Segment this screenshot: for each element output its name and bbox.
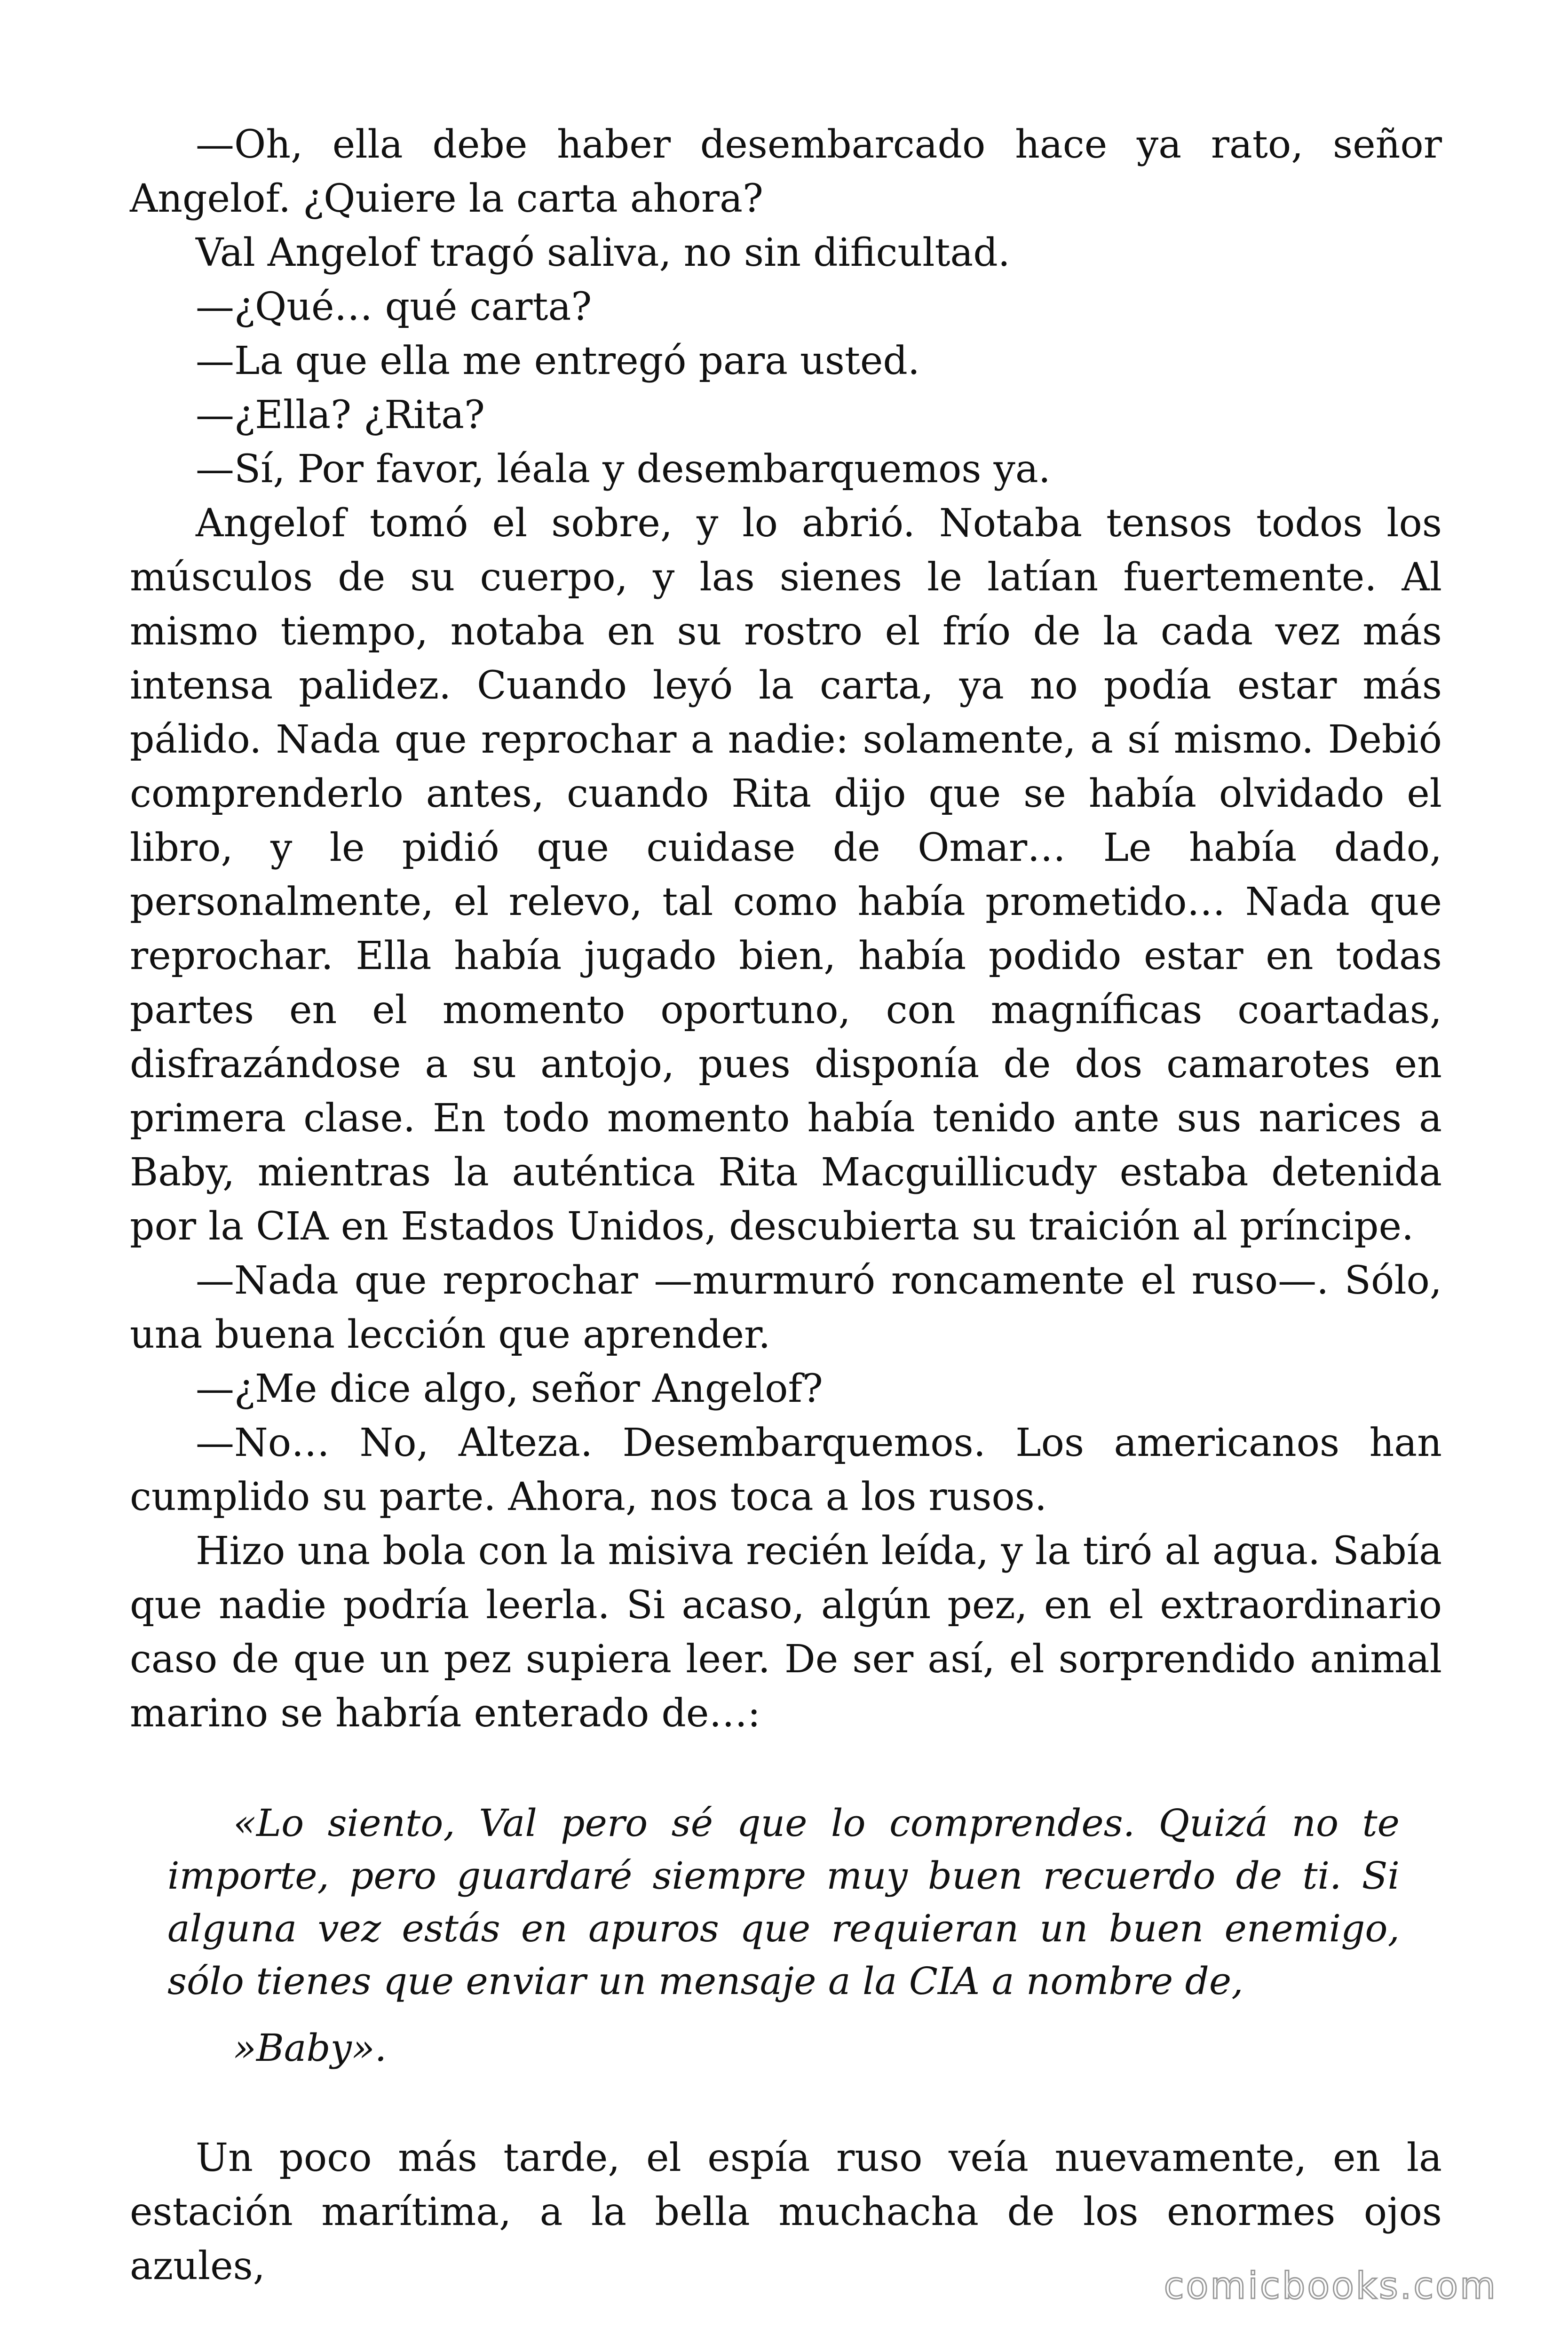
letter-signature: »Baby». [233, 2026, 387, 2070]
paragraph: —La que ella me entregó para usted. [196, 339, 920, 383]
paragraph: —Nada que reprochar —murmuró roncamente el ruso—. Sólo, una buena lección que aprender. [130, 1258, 1442, 1357]
paragraph: —¿Ella? ¿Rita? [196, 393, 485, 437]
watermark-text: comicbooks.com [1164, 2265, 1497, 2307]
paragraph: Hizo una bola con la misiva recién leída, y la tiró al agua. Sabía que nadie podría leerla. Si acaso, algún pez, en el extraordinario caso de que un pez supiera leer. De ser así, el sorprendido animal marino se habría enterado de…: [130, 1529, 1442, 1736]
paragraph: —No… No, Alteza. Desembarquemos. Los americanos han cumplido su parte. Ahora, nos toca a los rusos. [130, 1421, 1442, 1519]
paragraph: —Sí, Por favor, léala y desembarquemos ya. [196, 447, 1051, 492]
paragraph: Angelof tomó el sobre, y lo abrió. Notaba tensos todos los músculos de su cuerpo, y las sienes le latían fuertemente. Al mismo tiempo, notaba en su rostro el frío de la cada vez más intensa palidez. Cuando leyó la carta, ya no podía estar más pálido. Nada que reprochar a nadie: solamente, a sí mismo. Debió comprenderlo antes, cuando Rita dijo que se había olvidado el libro, y le pidió que cuidase de Omar… Le había dado, personalmente, el relevo, tal como había prometido… Nada que reprochar. Ella había jugado bien, había podido estar en todas partes en el momento oportuno, con magníficas coartadas, disfrazándose a su antojo, pues disponía de dos camarotes en primera clase. En todo momento había tenido ante sus narices a Baby, mientras la auténtica Rita Macguillicudy estaba detenida por la CIA en Estados Unidos, descubierta su traición al príncipe. [130, 501, 1442, 1249]
page-content [130, 118, 1442, 2293]
paragraph: —¿Qué… qué carta? [196, 285, 592, 329]
letter-body: «Lo siento, Val pero sé que lo comprendes. Quizá no te importe, pero guardaré siempre muy buen recuerdo de ti. Si alguna vez estás en apuros que requieran un buen enemigo, sólo tienes que enviar un mensaje a la CIA a nombre de, [167, 1801, 1400, 2003]
paragraph: Val Angelof tragó saliva, no sin dificultad. [196, 230, 1010, 275]
closing-paragraph: Un poco más tarde, el espía ruso veía nuevamente, en la estación marítima, a la bella muchacha de los enormes ojos azules, [130, 2136, 1442, 2288]
letter-quote [167, 1797, 1400, 2074]
paragraph: —Oh, ella debe haber desembarcado hace ya rato, señor Angelof. ¿Quiere la carta ahora? [130, 122, 1442, 221]
paragraph: —¿Me dice algo, señor Angelof? [196, 1367, 823, 1411]
